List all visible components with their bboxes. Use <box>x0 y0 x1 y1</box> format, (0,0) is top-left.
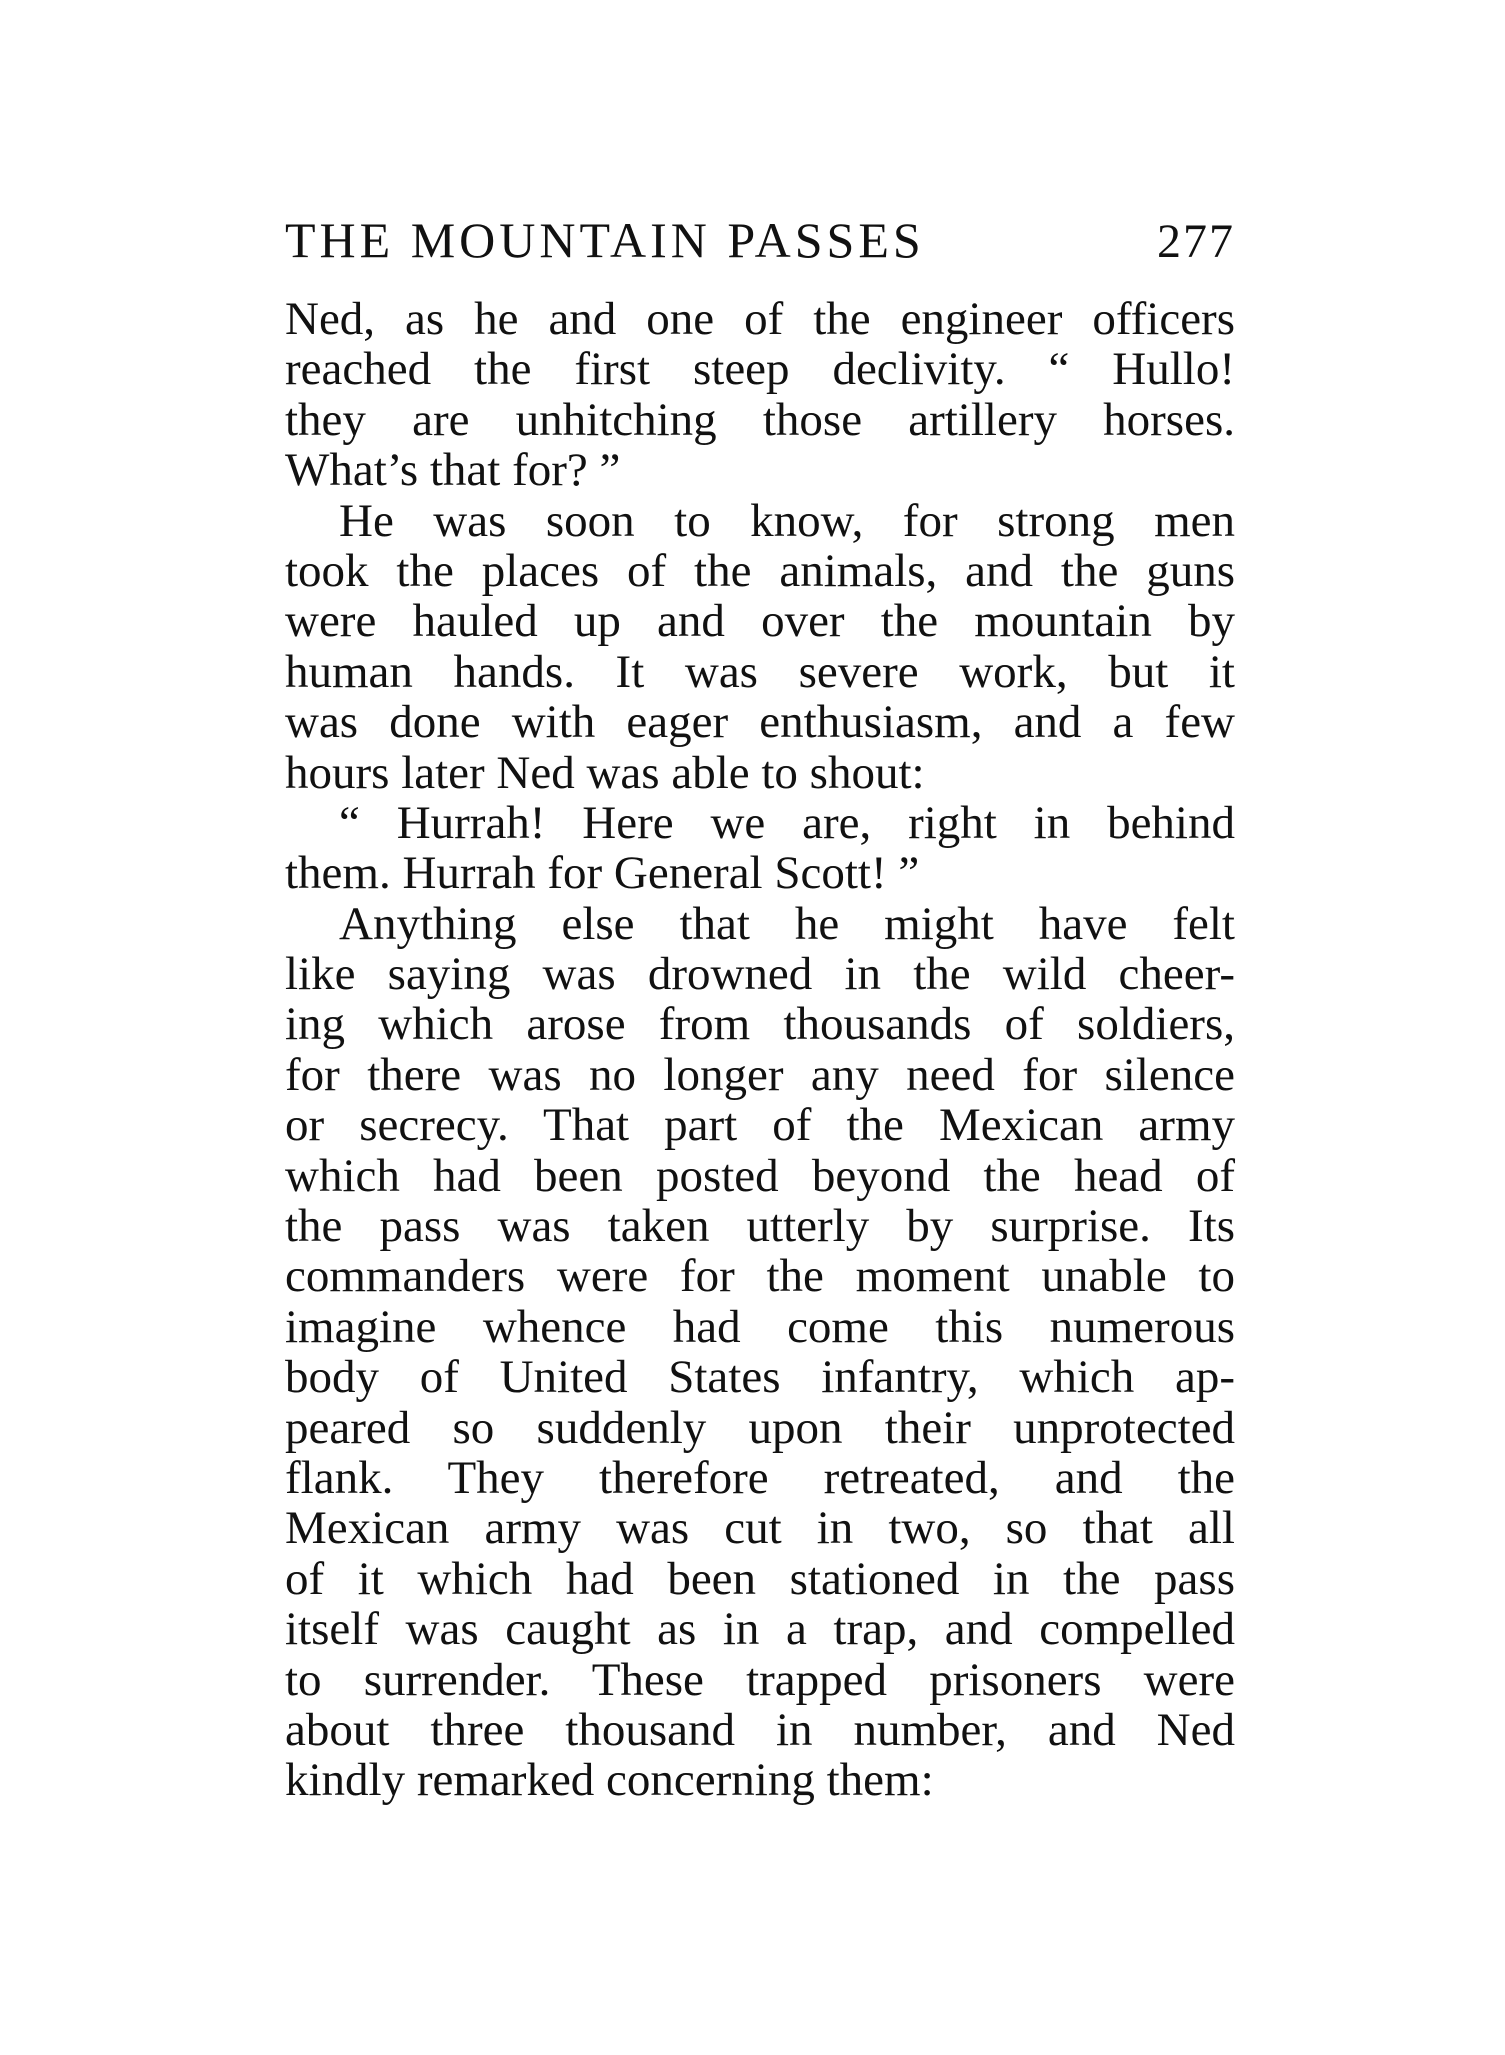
text-line: like saying was drowned in the wild cheer- <box>285 948 1235 1001</box>
text-line: imagine whence had come this numerous <box>285 1300 1235 1353</box>
text-line: the pass was taken utterly by surprise. Its <box>285 1200 1235 1253</box>
text-line: What’s that for? ” <box>285 444 621 497</box>
text-line: commanders were for the moment unable to <box>285 1250 1235 1303</box>
running-head <box>285 210 1235 270</box>
page-number: 277 <box>1157 215 1235 268</box>
running-title: THE MOUNTAIN PASSES <box>285 212 925 268</box>
text-line: reached the first steep declivity. “ Hullo! <box>285 343 1235 396</box>
text-line: or secrecy. That part of the Mexican army <box>285 1099 1235 1152</box>
text-line: kindly remarked concerning them: <box>285 1754 934 1807</box>
text-line: were hauled up and over the mountain by <box>285 595 1235 648</box>
text-line: hours later Ned was able to shout: <box>285 746 925 799</box>
text-line: peared so suddenly upon their unprotected <box>285 1401 1235 1454</box>
text-line: Ned, as he and one of the engineer officers <box>285 293 1235 345</box>
text-line: Mexican army was cut in two, so that all <box>285 1502 1235 1555</box>
text-line: they are unhitching those artillery horses. <box>285 393 1235 446</box>
text-line: which had been posted beyond the head of <box>285 1149 1235 1202</box>
text-line: about three thousand in number, and Ned <box>285 1703 1235 1756</box>
text-line: “ Hurrah! Here we are, right in behind <box>339 796 1235 849</box>
body-text <box>285 294 1235 1806</box>
text-line: for there was no longer any need for silence <box>285 1048 1235 1101</box>
text-line: of it which had been stationed in the pass <box>285 1552 1235 1605</box>
text-line: itself was caught as in a trap, and compelled <box>285 1603 1235 1656</box>
text-line: flank. They therefore retreated, and the <box>285 1451 1235 1504</box>
text-line: to surrender. These trapped prisoners were <box>285 1653 1235 1706</box>
text-line: body of United States infantry, which ap- <box>285 1351 1235 1404</box>
text-line: human hands. It was severe work, but it <box>285 645 1235 698</box>
text-line: them. Hurrah for General Scott! ” <box>285 847 920 900</box>
text-line: ing which arose from thousands of soldiers, <box>285 998 1235 1051</box>
text-line: He was soon to know, for strong men <box>339 494 1235 547</box>
text-line: Anything else that he might have felt <box>339 897 1235 950</box>
text-line: took the places of the animals, and the guns <box>285 544 1235 597</box>
text-line: was done with eager enthusiasm, and a few <box>285 696 1235 749</box>
